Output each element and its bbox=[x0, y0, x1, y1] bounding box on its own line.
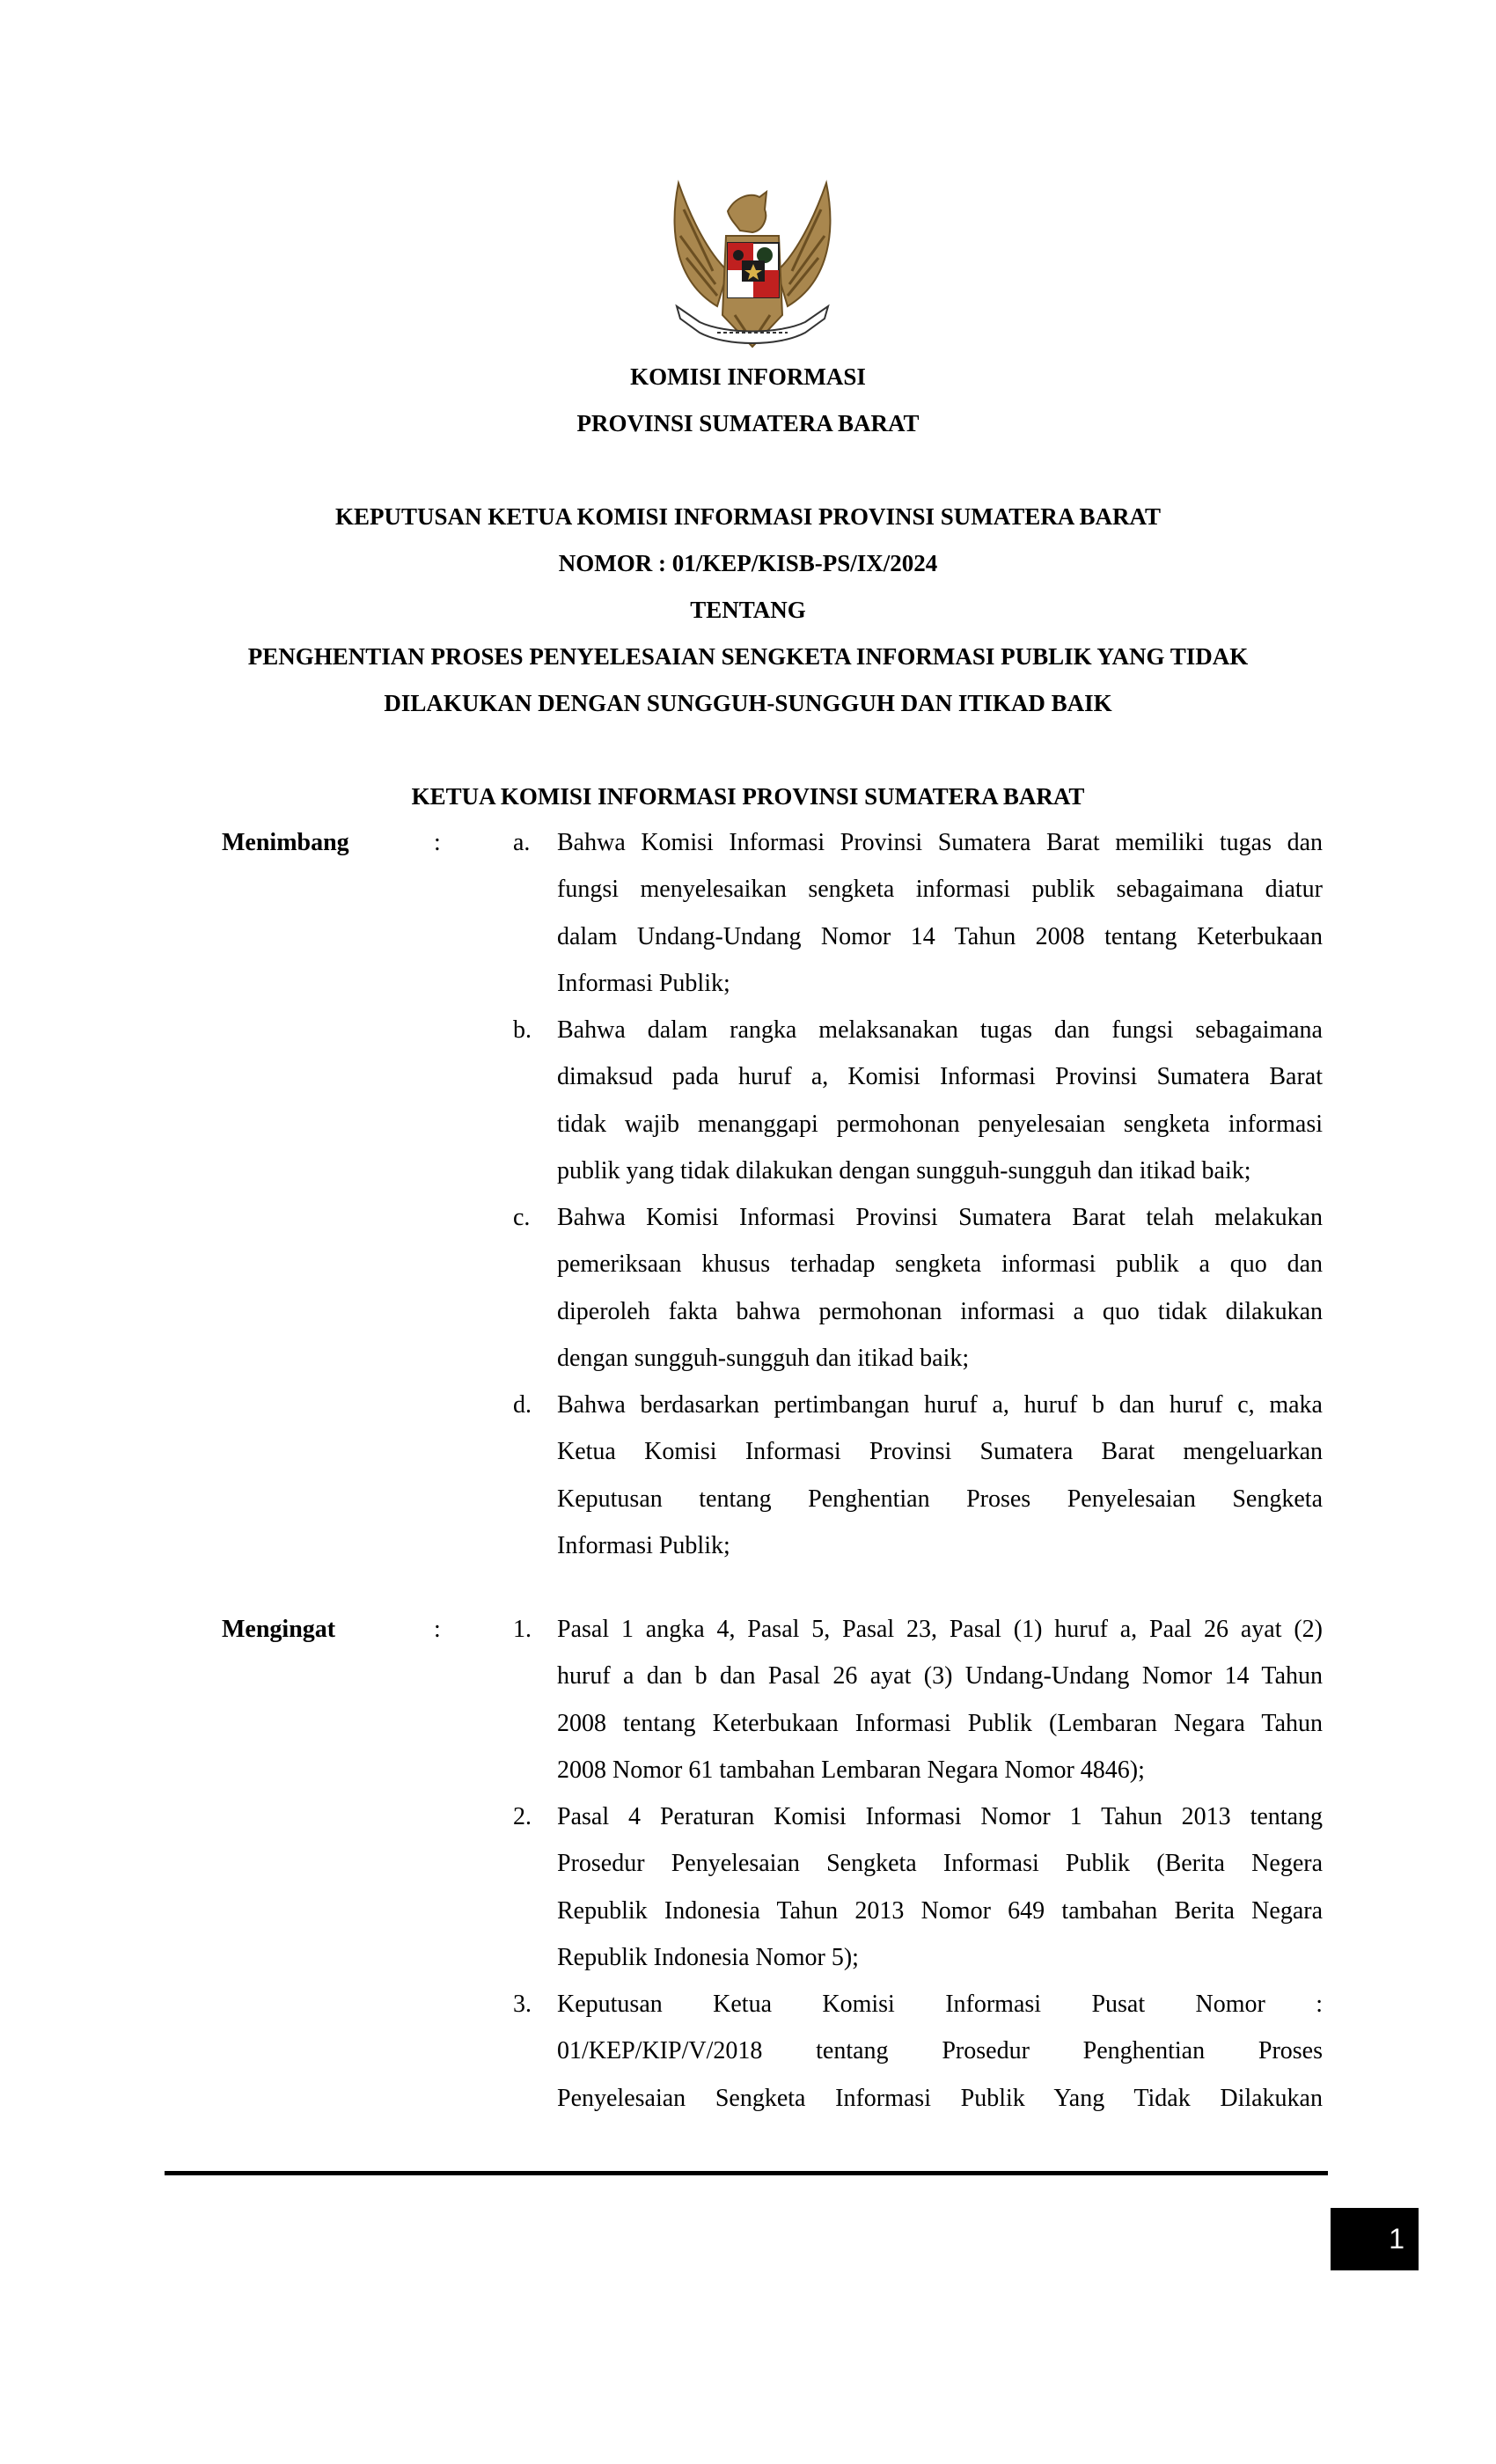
text-line: Ketua Komisi Informasi Provinsi Sumatera Barat mengeluarkan bbox=[557, 1438, 1323, 1466]
decision-subject-line1: PENGHENTIAN PROSES PENYELESAIAN SENGKETA INFORMASI PUBLIK YANG TIDAK bbox=[247, 643, 1249, 670]
item-marker: b. bbox=[513, 1016, 532, 1044]
menimbang-label: Menimbang bbox=[222, 829, 349, 856]
text-line: Informasi Publik; bbox=[557, 969, 730, 997]
text-line: 01/KEP/KIP/V/2018 tentang Prosedur Penghentian Proses bbox=[557, 2037, 1323, 2065]
item-text bbox=[557, 1981, 1323, 2122]
text-line: publik yang tidak dilakukan dengan sungguh-sungguh dan itikad baik; bbox=[557, 1156, 1251, 1184]
item-marker: 1. bbox=[513, 1616, 532, 1643]
decision-subject-line2: DILAKUKAN DENGAN SUNGGUH-SUNGGUH DAN ITIKAD BAIK bbox=[384, 690, 1112, 716]
item-text bbox=[557, 819, 1323, 1007]
garuda-pancasila-emblem-icon bbox=[664, 174, 840, 356]
mengingat-colon: : bbox=[434, 1616, 441, 1643]
text-line: Bahwa dalam rangka melaksanakan tugas dan fungsi sebagaimana bbox=[557, 1016, 1323, 1044]
text-line: Informasi Publik; bbox=[557, 1531, 730, 1559]
page-number-badge: 1 bbox=[1331, 2208, 1419, 2270]
decision-title: KEPUTUSAN KETUA KOMISI INFORMASI PROVINSI SUMATERA BARAT bbox=[334, 503, 1162, 530]
item-marker: d. bbox=[513, 1391, 532, 1419]
decision-number: NOMOR : 01/KEP/KISB-PS/IX/2024 bbox=[558, 550, 938, 576]
institution-name-line1: KOMISI INFORMASI bbox=[630, 363, 866, 390]
text-line: Bahwa Komisi Informasi Provinsi Sumatera Barat memiliki tugas dan bbox=[557, 829, 1323, 856]
text-line: Prosedur Penyelesaian Sengketa Informasi Publik (Berita Negera bbox=[557, 1850, 1323, 1878]
text-line: diperoleh fakta bahwa permohonan informasi a quo tidak dilakukan bbox=[557, 1297, 1323, 1325]
text-line: dalam Undang-Undang Nomor 14 Tahun 2008 tentang Keterbukaan bbox=[557, 922, 1323, 950]
text-line: 2008 tentang Keterbukaan Informasi Publik (Lembaran Negara Tahun bbox=[557, 1709, 1323, 1737]
item-text bbox=[557, 1382, 1323, 1569]
menimbang-colon: : bbox=[434, 829, 441, 856]
text-line: Pasal 1 angka 4, Pasal 5, Pasal 23, Pasal (1) huruf a, Paal 26 ayat (2) bbox=[557, 1616, 1323, 1643]
item-marker: a. bbox=[513, 829, 531, 856]
text-line: huruf a dan b dan Pasal 26 ayat (3) Undang-Undang Nomor 14 Tahun bbox=[557, 1662, 1323, 1690]
text-line: Republik Indonesia Tahun 2013 Nomor 649 tambahan Berita Negara bbox=[557, 1896, 1323, 1925]
text-line: Bahwa Komisi Informasi Provinsi Sumatera Barat telah melakukan bbox=[557, 1204, 1323, 1231]
text-line: pemeriksaan khusus terhadap sengketa informasi publik a quo dan bbox=[557, 1250, 1323, 1279]
text-line: tidak wajib menanggapi permohonan penyelesaian sengketa informasi bbox=[557, 1110, 1323, 1138]
institution-name-line2: PROVINSI SUMATERA BARAT bbox=[576, 410, 920, 436]
text-line: dimaksud pada huruf a, Komisi Informasi Provinsi Sumatera Barat bbox=[557, 1063, 1323, 1091]
decision-issuer: KETUA KOMISI INFORMASI PROVINSI SUMATERA BARAT bbox=[411, 783, 1085, 810]
item-marker: c. bbox=[513, 1204, 531, 1231]
text-line: Bahwa berdasarkan pertimbangan huruf a, huruf b dan huruf c, maka bbox=[557, 1391, 1323, 1419]
text-line: dengan sungguh-sungguh dan itikad baik; bbox=[557, 1344, 970, 1372]
text-line: Pasal 4 Peraturan Komisi Informasi Nomor 1 Tahun 2013 tentang bbox=[557, 1803, 1323, 1830]
item-marker: 3. bbox=[513, 1991, 532, 2018]
text-line: 2008 Nomor 61 tambahan Lembaran Negara Nomor 4846); bbox=[557, 1756, 1145, 1784]
decision-about-label: TENTANG bbox=[690, 597, 806, 623]
item-marker: 2. bbox=[513, 1803, 532, 1830]
text-line: Keputusan tentang Penghentian Proses Penyelesaian Sengketa bbox=[557, 1485, 1323, 1513]
text-line: Republik Indonesia Nomor 5); bbox=[557, 1943, 859, 1971]
text-line: Keputusan Ketua Komisi Informasi Pusat Nomor : bbox=[557, 1991, 1323, 2018]
item-text bbox=[557, 1793, 1323, 1981]
item-text bbox=[557, 1194, 1323, 1382]
footer-divider bbox=[165, 2171, 1328, 2175]
text-line: Penyelesaian Sengketa Informasi Publik Yang Tidak Dilakukan bbox=[557, 2084, 1323, 2112]
item-text bbox=[557, 1007, 1323, 1194]
mengingat-label: Mengingat bbox=[222, 1616, 336, 1643]
text-line: fungsi menyelesaikan sengketa informasi publik sebagaimana diatur bbox=[557, 876, 1323, 904]
item-text bbox=[557, 1606, 1323, 1793]
